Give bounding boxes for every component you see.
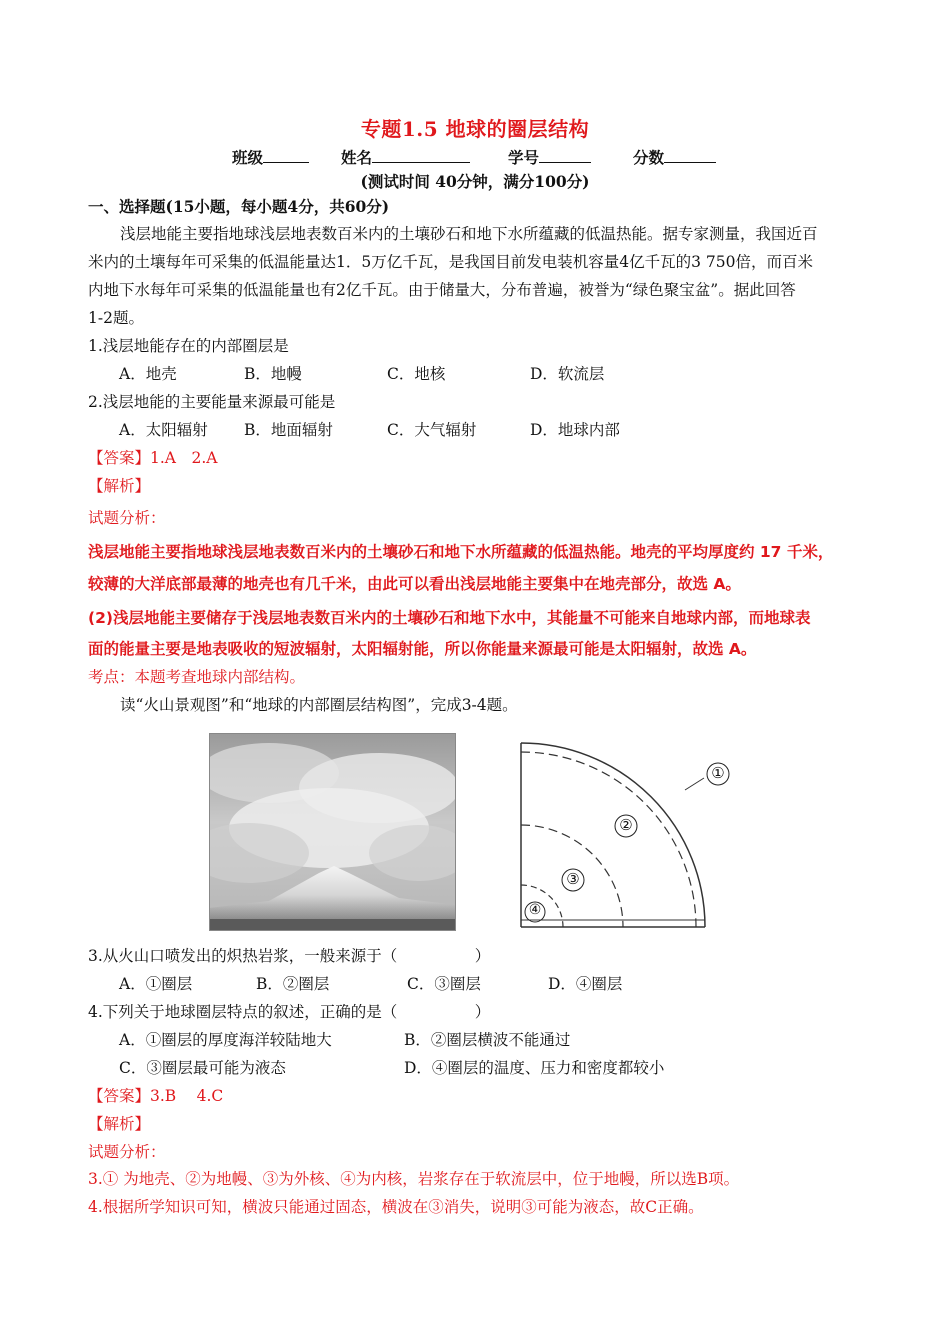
option-b: B．地幔: [244, 365, 302, 383]
option-c: C．地核: [387, 365, 446, 383]
question-3-stem: 3.从火山口喷发出的炽热岩浆，一般来源于（ ）: [88, 947, 491, 965]
analysis-line: 较薄的大洋底部最薄的地壳也有几千米，由此可以看出浅层地能主要集中在地壳部分，故选 A。: [88, 575, 741, 593]
id-blank: [539, 146, 591, 163]
page-title: 专题1.5 地球的圈层结构: [360, 117, 590, 141]
name-blank: [372, 146, 470, 163]
earth-interior-structure-diagram: [518, 740, 748, 930]
passage-line: 米内的土壤每年可采集的低温能量达1．5万亿千瓦，是我国目前发电装机容量4亿千瓦的3 750倍，而百米: [88, 253, 813, 271]
passage-line: 内地下水每年可采集的低温能量也有2亿千瓦。由于储量大，分布普遍，被誉为“绿色聚宝盆”。据此回答: [88, 281, 796, 299]
kaodian-note: 考点：本题考查地球内部结构。: [88, 668, 306, 686]
answer-3-4: 【答案】3.B 4.C: [88, 1087, 224, 1105]
test-time-info: (测试时间 40分钟，满分100分): [360, 172, 590, 191]
layer-4-label: ④: [528, 902, 542, 918]
analysis-intro: 试题分析：: [88, 1143, 166, 1161]
layer-2-label: ②: [619, 816, 633, 834]
class-field: [232, 146, 263, 168]
layer-1-label: ①: [711, 764, 725, 782]
analysis-label: 【解析】: [88, 1115, 151, 1133]
analysis-line: (2)浅层地能主要储存于浅层地表数百米内的土壤砂石和地下水中，其能量不可能来自地球内部，而地球表: [88, 609, 811, 627]
option-b: B．②圈层: [256, 975, 330, 993]
class-blank: [263, 146, 309, 163]
name-label: 姓名: [341, 148, 373, 167]
option-a: A．地壳: [119, 365, 177, 383]
option-d: D．软流层: [530, 365, 605, 383]
option-b: B．地面辐射: [244, 421, 333, 439]
option-a: A．太阳辐射: [119, 421, 208, 439]
id-field: [508, 146, 539, 168]
option-d: D．地球内部: [530, 421, 620, 439]
analysis-label: 【解析】: [88, 477, 151, 495]
score-blank: [664, 146, 716, 163]
score-field: [633, 146, 664, 168]
passage-2: 读“火山景观图”和“地球的内部圈层结构图”，完成3-4题。: [120, 696, 518, 714]
option-a: A．①圈层: [119, 975, 193, 993]
id-label: 学号: [508, 148, 540, 167]
name-field: [341, 146, 372, 168]
option-d: D．④圈层: [548, 975, 623, 993]
option-d: D．④圈层的温度、压力和密度都较小: [404, 1059, 665, 1077]
question-2-stem: 2.浅层地能的主要能量来源最可能是: [88, 393, 336, 411]
passage-line: 浅层地能主要指地球浅层地表数百米内的土壤砂石和地下水所蕴藏的低温热能。据专家测量，我国近百: [120, 225, 818, 243]
question-4-stem: 4.下列关于地球圈层特点的叙述，正确的是（ ）: [88, 1003, 491, 1021]
volcano-landscape-image: [209, 733, 456, 931]
question-1-stem: 1.浅层地能存在的内部圈层是: [88, 337, 289, 355]
volcano-image-svg: [209, 733, 456, 931]
option-c: C．③圈层: [407, 975, 481, 993]
section-title: 一、选择题(15小题，每小题4分，共60分): [88, 197, 390, 216]
analysis-line: 4.根据所学知识可知，横波只能通过固态，横波在③消失，说明③可能为液态，故C正确。: [88, 1198, 704, 1216]
option-b: B．②圈层横波不能通过: [404, 1031, 571, 1049]
analysis-line: 3.① 为地壳、②为地幔、③为外核、④为内核，岩浆存在于软流层中，位于地幔，所以选B项。: [88, 1170, 740, 1188]
class-label: 班级: [232, 148, 264, 167]
option-c: C．大气辐射: [387, 421, 477, 439]
score-label: 分数: [633, 148, 665, 167]
option-c: C．③圈层最可能为液态: [119, 1059, 286, 1077]
analysis-line: 面的能量主要是地表吸收的短波辐射，太阳辐射能，所以你能量来源最可能是太阳辐射，故选 A。: [88, 640, 757, 658]
analysis-intro: 试题分析：: [88, 509, 166, 527]
passage-line: 1-2题。: [88, 309, 144, 327]
analysis-line: 浅层地能主要指地球浅层地表数百米内的土壤砂石和地下水所蕴藏的低温热能。地壳的平均厚度约 17 千米，: [88, 543, 834, 561]
answer-1-2: 【答案】1.A 2.A: [88, 449, 218, 467]
layer-3-label: ③: [566, 870, 580, 888]
option-a: A．①圈层的厚度海洋较陆地大: [119, 1031, 332, 1049]
